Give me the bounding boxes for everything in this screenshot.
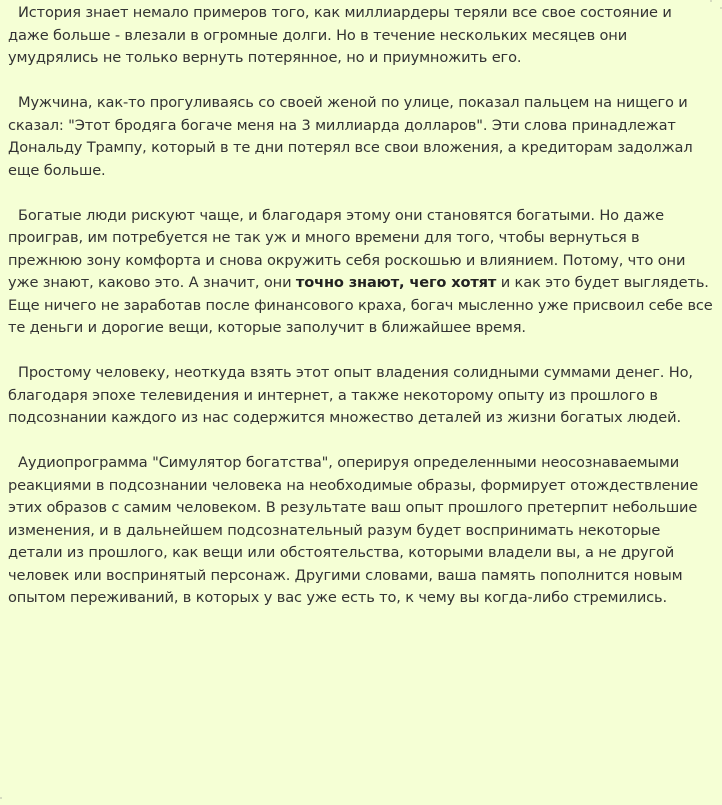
paragraph-text-before-bold: Богатые люди рискуют чаще, и благодаря этому они становятся богатыми. Но даже проиграв, им потребуется не так уж и много времени для того, чтобы вернуться в прежнюю зону комфорта и снова окружить себя роскошью и влиянием. Потому, что они уже знают, каково это. А значит, они	[8, 206, 686, 291]
paragraph-billionaires-history: История знает немало примеров того, как миллиардеры теряли все свое состояние и даже больше - влезали в огромные долги. Но в течение нескольких месяцев они умудрялись не только вернуть потерянное, но и приумножить его.	[8, 4, 672, 66]
paragraph-audio-program: Аудиопрограмма "Симулятор богатства", оперируя определенными неосознаваемыми реакциями в подсознании человека на необходимые образы, формирует отождествление этих образов с самим человеком. В результате ваш опыт прошлого претерпит небольшие изменения, и в дальнейшем подсознательный разум будет воспринимать некоторые детали из прошлого, как вещи или обстоятельства, которыми владели вы, а не другой человек или воспринятый персонаж. Другими словами, ваша память пополнится новым опытом переживаний, в которых у вас уже есть то, к чему вы когда-либо стремились.	[8, 454, 699, 606]
edge-artifact	[710, 0, 712, 2]
article-body	[8, 2, 716, 632]
edge-artifact	[0, 797, 2, 799]
paragraph-trump-quote: Мужчина, как-то прогуливаясь со своей женой по улице, показал пальцем на нищего и сказал: "Этот бродяга богаче меня на 3 миллиарда долларов". Эти слова принадлежат Дональду Трампу, который в те дни потерял все свои вложения, а кредиторам задолжал еще больше.	[8, 94, 693, 179]
paragraph-text-after-bold: и как это будет выглядеть. Еще ничего не заработав после финансового краха, богач мысленно уже присвоил себе все те деньги и дорогие вещи, которые заполучит в ближайшее время.	[8, 274, 713, 336]
bold-emphasis: точно знают, чего хотят	[295, 274, 497, 291]
paragraph-rich-take-risks	[8, 205, 716, 340]
paragraph-ordinary-person: Простому человеку, неоткуда взять этот опыт владения солидными суммами денег. Но, благодаря эпохе телевидения и интернет, а также некоторому опыту из прошлого в подсознании каждого из нас содержится множество деталей из жизни богатых людей.	[8, 364, 693, 426]
